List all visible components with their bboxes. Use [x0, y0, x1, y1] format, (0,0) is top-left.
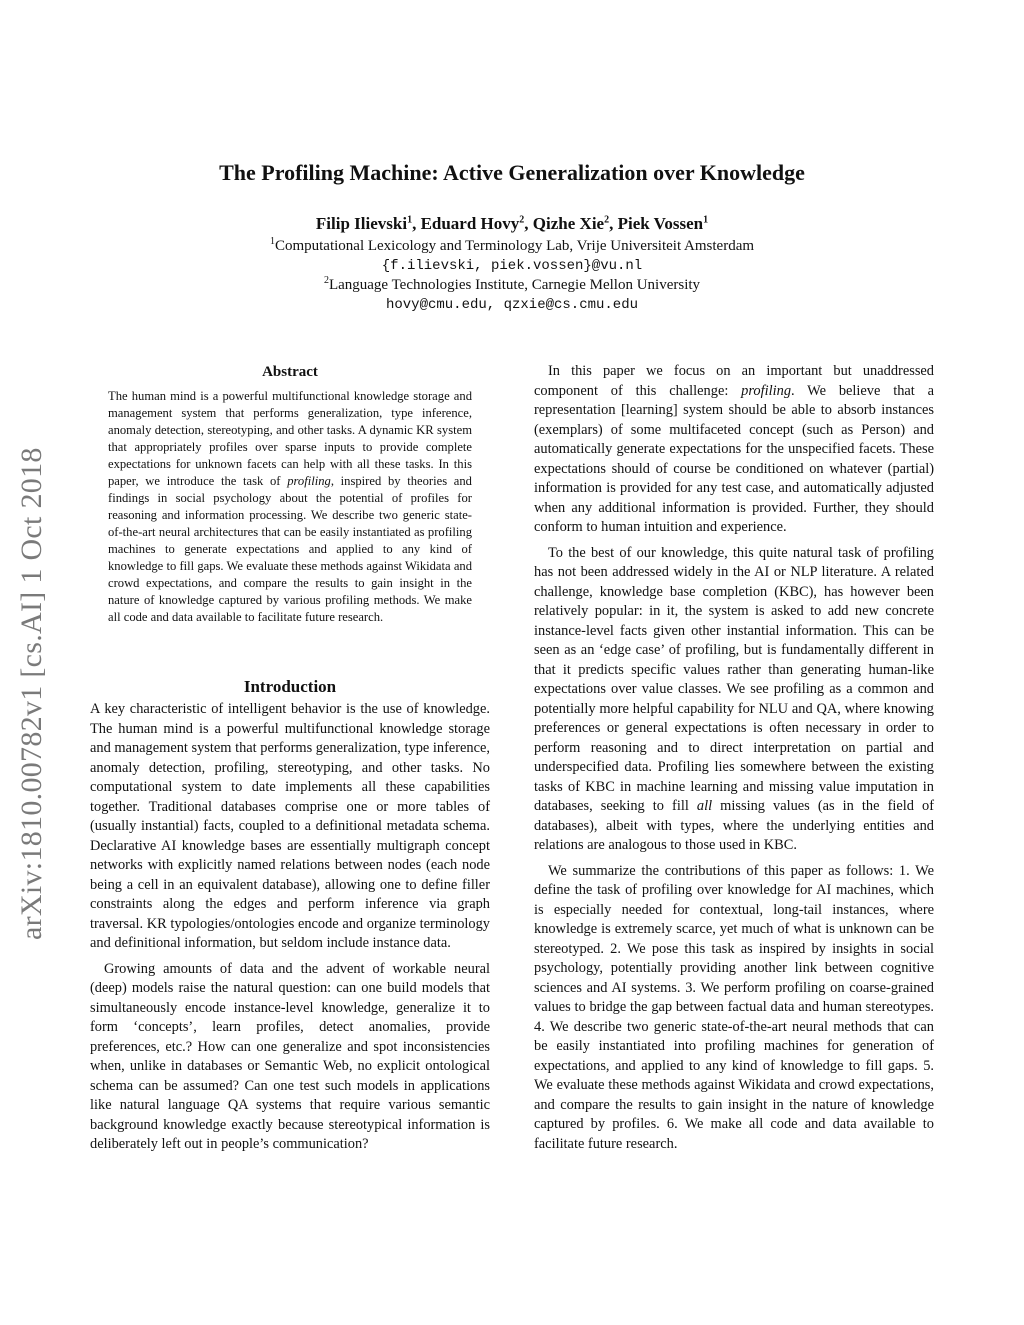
affiliation-1: $^1$Computational Lexicology and Terminology Lab, Vrije Universiteit Amsterdam [269, 236, 755, 254]
introduction-heading: Introduction [243, 677, 337, 696]
right-column [534, 362, 934, 1154]
author-name: Eduard Hovy [420, 214, 520, 233]
author-affiliation-mark: 2 [604, 214, 610, 226]
author-name: Qizhe Xie [532, 214, 605, 233]
paragraph: In this paper we focus on an important but unaddressed component of this challenge: profiling. We believe that a representation [learning] system should be able to absorb instances (exemplars) of some multifaceted concept (such as Person) and automatically generate expectations for the unspecified facets. These expectations should of course be conditioned on whatever (partial) information is provided for any test case, and automatically adjusted when any additional information is provided. Further, they should conform to human intuition and experience. [534, 363, 934, 535]
abstract-body: The human mind is a powerful multifunctional knowledge storage and management system that performs generalization, type inference, anomaly detection, stereotyping, and other tasks. A dynamic KR system that appropriately profiles over sparse inputs to provide complete expectations for unknown facets can help with all these tasks. In this paper, we introduce the task of profiling, inspired by theories and findings in social psychology about the potential of profiles for reasoning and information processing. We describe two generic state-of-the-art neural architectures that can be easily instantiated as profiling machines to generate expectations and applied to any kind of knowledge to fill gaps. We evaluate these methods against Wikidata and crowd expectations, and compare the results to gain insight in the nature of knowledge captured by various profiling methods. We make all code and data available to facilitate future research. [108, 389, 472, 624]
abstract-heading: Abstract [262, 364, 318, 380]
affiliation-name: Language Technologies Institute, Carnegie Mellon University [328, 277, 701, 293]
paragraph: To the best of our knowledge, this quite natural task of profiling has not been addressed widely in the AI or NLP literature. A related challenge, knowledge base completion (KBC), has however been relatively popular: in it, the system is asked to add new concrete instance-level facts given other instantial information. This can be seen as an ‘edge case’ of profiling, but is fundamentally different in that it predicts specific values rather than generating human-like expectations over value classes. We see profiling as a common and potentially more helpful capability for NLU and QA, where knowing preferences or general expectations is often necessary in order to perform reasoning and to direct interpretation on partial and underspecified data. Profiling lies somewhere between the existing tasks of KBC in machine learning and missing value imputation in databases, seeking to fill all missing values (as in the field of databases), albeit with types, where the underlying entities and relations are analogous to those used in KBC. [534, 544, 934, 853]
author-affiliation-mark: 1 [703, 214, 709, 226]
author-list: Filip Ilievski$^1$, Eduard Hovy$^2$, Qizhe Xie$^2$, Piek Vossen$^1$ [315, 214, 709, 233]
author-affiliation-mark: 2 [519, 214, 525, 226]
paper-title: The Profiling Machine: Active Generalization over Knowledge [219, 160, 805, 185]
author-name: Piek Vossen [617, 214, 704, 233]
arxiv-identifier: arXiv:1810.00782v1 [cs.AI] 1 Oct 2018 [15, 447, 48, 940]
affiliation-name: Computational Lexicology and Terminology Lab, Vrije Universiteit Amsterdam [274, 238, 755, 254]
paragraph: Growing amounts of data and the advent of workable neural (deep) models raise the natural question: can one build models that simultaneously encode instance-level knowledge, generalize it to form ‘concepts’, learn profiles, detect anomalies, provide preferences, etc.? How can one generalize and spot inconsistencies when, unlike in databases or Semantic Web, no explicit ontological schema can be assumed? Can one test such models in applications like natural language QA systems that require various semantic background knowledge exactly because stereotypical information is deliberately left out in people’s communication? [90, 960, 490, 1152]
affiliation-2-email: hovy@cmu.edu, qzxie@cs.cmu.edu [385, 297, 639, 313]
affiliation-1-email: {f.ilievski, piek.vossen}@vu.nl [381, 258, 643, 274]
affiliation-2: $^2$Language Technologies Institute, Carnegie Mellon University [323, 275, 701, 293]
author-name: Filip Ilievski [315, 214, 408, 233]
paragraph: A key characteristic of intelligent behavior is the use of knowledge. The human mind is a powerful multifunctional knowledge storage and management system that performs generalization, type inference, anomaly detection, profiling, stereotyping, and other tasks. No computational system to date implements all these capabilities together. Traditional databases comprise one or more tables of (usually instantial) facts, coupled to a definitional metadata schema. Declarative AI knowledge bases are essentially multigraph concept networks with explicitly named relations between nodes (each node being a cell in an equivalent database), allowing one to define filler constraints along the edges and perform inference via graph traversal. KR typologies/ontologies encode and organize terminology and definitional information, but seldom include instance data. [90, 701, 490, 951]
left-column [90, 700, 490, 1155]
paragraph: We summarize the contributions of this paper as follows: 1. We define the task of profiling over knowledge for AI machines, which is especially needed for contextual, long-tail instances, where knowledge is extremely scarce, yet much of what is unknown can be stereotyped. 2. We pose this task as inspired by insights in social psychology, potentially providing another link between cognitive sciences and AI systems. 3. We perform profiling on coarse-grained values to bridge the gap between factual data and human stereotypes. 4. We describe two generic state-of-the-art neural methods that can be easily instantiated into profiling machines for generation of expectations, and applied to any kind of knowledge to fill gaps. 5. We evaluate these methods against Wikidata and crowd expectations, and compare the results to gain insight in the nature of knowledge captured by profiles. 6. We make all code and data available to facilitate future research. [534, 862, 934, 1152]
author-affiliation-mark: 1 [407, 214, 413, 226]
